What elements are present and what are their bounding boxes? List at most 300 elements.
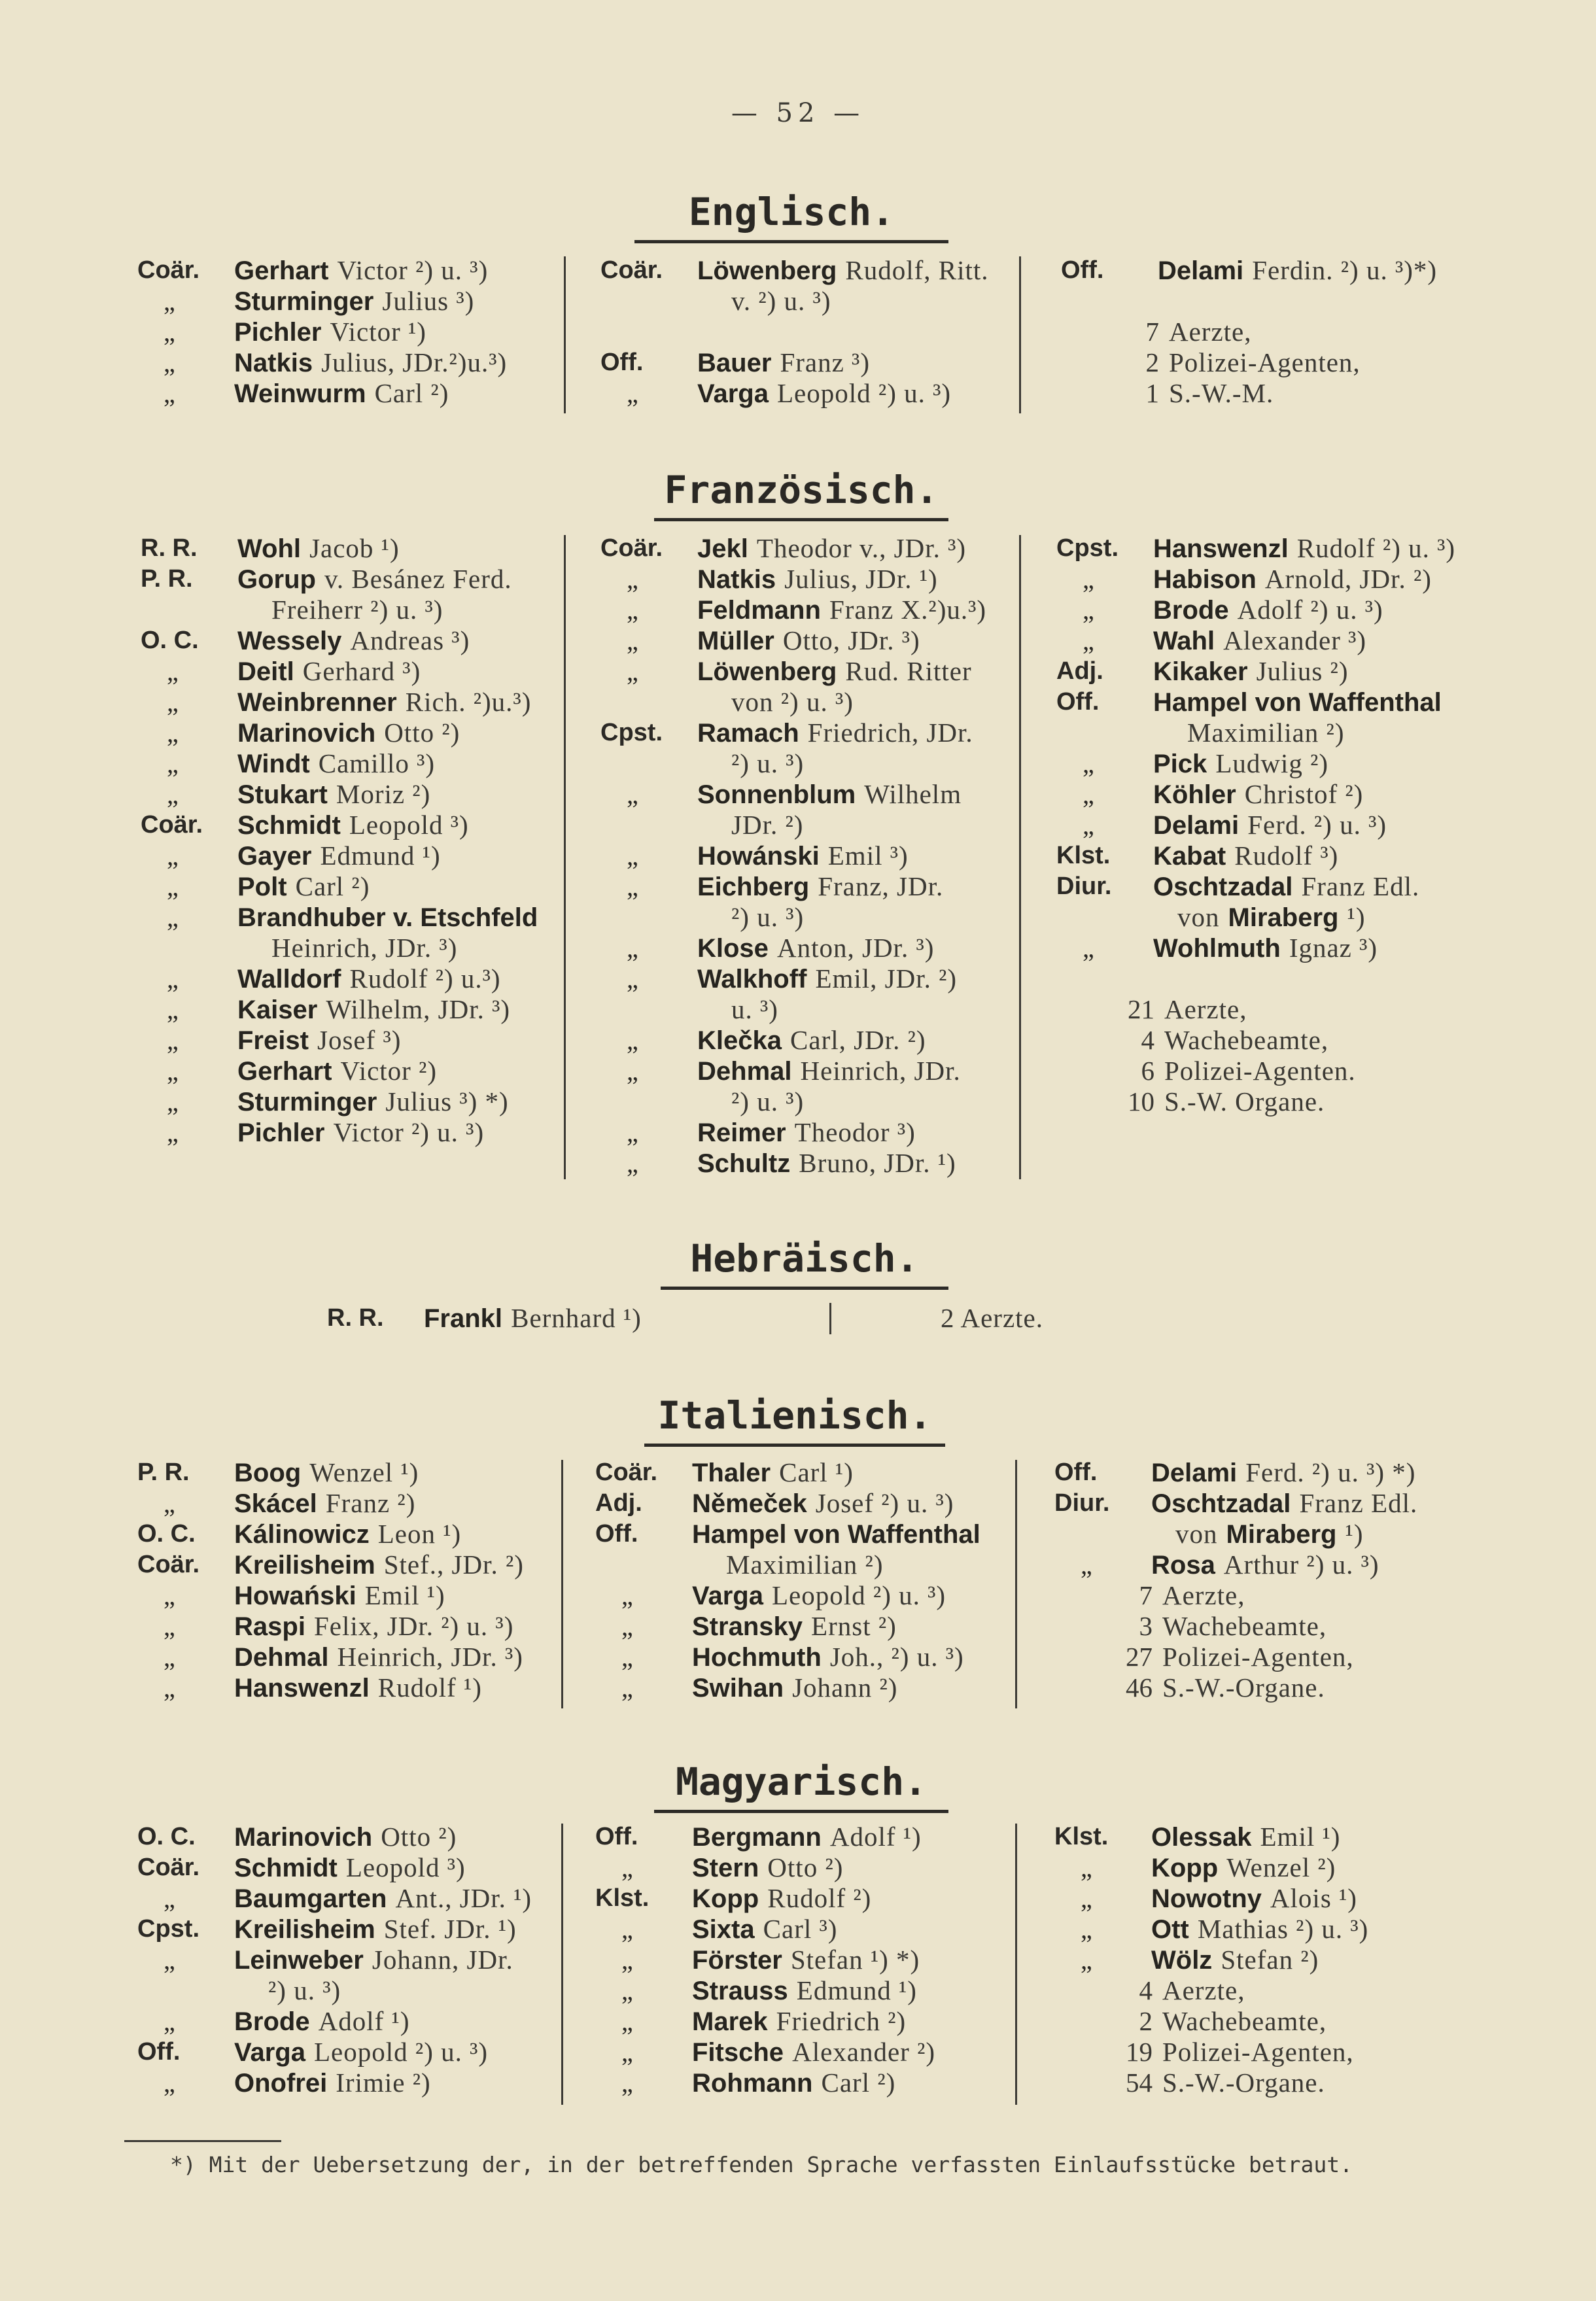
list-item [141, 656, 559, 687]
page-number: — 52 — [731, 98, 865, 128]
given-name: Moriz ²) [336, 779, 431, 809]
list-item [141, 963, 559, 994]
list-item [137, 1488, 556, 1519]
list-item [600, 625, 1019, 656]
list-item [1056, 595, 1527, 625]
column [595, 1457, 1014, 1703]
ditto-mark: „ [164, 1581, 175, 1610]
surname: Frankl [424, 1304, 503, 1333]
given-name: Ernst ²) [811, 1611, 897, 1641]
surname: Polt [237, 873, 287, 901]
list-item [595, 2037, 1014, 2067]
surname: Fitsche [692, 2038, 784, 2067]
column [141, 533, 559, 1148]
column [1054, 1822, 1525, 2098]
given-name: Edmund ¹) [796, 1975, 917, 2005]
given-name: Rudolf ³) [1234, 840, 1339, 871]
ditto-mark: „ [627, 564, 638, 594]
rank: Cpst. [137, 1915, 200, 1943]
list-item [1054, 1883, 1525, 1914]
list-item [1056, 1086, 1527, 1117]
surname: Kabat [1153, 842, 1226, 871]
surname: Hanswenzl [234, 1674, 370, 1703]
surname: Natkis [234, 349, 313, 377]
list-item [1056, 963, 1527, 994]
given-name: Josef ³) [317, 1025, 402, 1055]
ditto-mark: „ [164, 317, 175, 347]
given-name: Rudolf ¹) [377, 1672, 482, 1703]
given-name: Otto ²) [384, 718, 460, 748]
rank: Coär. [137, 256, 200, 284]
given-name: Emil, JDr. ²) [815, 963, 958, 994]
section-title: Englisch. [688, 190, 895, 234]
list-item [137, 378, 556, 409]
list-item [137, 2037, 556, 2067]
given-name: Franz ³) [780, 347, 870, 377]
given-name: Carl ²) [374, 378, 449, 408]
count-label: Polizei-Agenten, [1162, 1642, 1354, 1672]
surname: Stern [692, 1854, 759, 1882]
list-item [595, 1642, 1014, 1672]
ditto-mark: „ [621, 2007, 633, 2036]
given-name: Carl, JDr. ²) [790, 1025, 926, 1055]
list-item [1061, 347, 1519, 378]
list-item [1054, 2037, 1525, 2067]
column-divider [561, 1460, 563, 1708]
rank: Off. [1054, 1459, 1098, 1486]
ditto-mark: „ [1081, 1853, 1092, 1882]
given-name: ²) u. ³) [731, 748, 805, 778]
column [1054, 1457, 1525, 1703]
list-item [600, 317, 1019, 347]
list-item [1056, 810, 1527, 840]
given-name: Anton, JDr. ³) [776, 933, 935, 963]
surname: Pichler [237, 1118, 325, 1147]
list-item [141, 933, 559, 963]
given-name: Rudolf, Ritt. [845, 255, 989, 285]
ditto-mark: „ [621, 1945, 633, 1975]
list-item [141, 1056, 559, 1086]
rank: Coär. [137, 1854, 200, 1881]
list-item [595, 2006, 1014, 2037]
list-item [1056, 902, 1527, 933]
surname: Deitl [237, 657, 294, 686]
ditto-mark: „ [164, 379, 175, 408]
given-name: Franz Edl. [1299, 1488, 1418, 1518]
surname: Pick [1153, 750, 1207, 778]
footnote: *) Mit der Uebersetzung der, in der betreffenden Sprache verfassten Einlaufsstücke betraut. [170, 2152, 1353, 2177]
surname: Schmidt [234, 1854, 338, 1882]
list-item [1054, 2006, 1525, 2037]
list-item [137, 1852, 556, 1883]
given-name: Ignaz ³) [1289, 933, 1378, 963]
count-number: 3 [1139, 1611, 1153, 1641]
footnote-ref: ¹) [1345, 1519, 1364, 1549]
list-item [1054, 1580, 1525, 1611]
given-name: Franz ²) [325, 1488, 416, 1518]
count-label: Wachebeamte, [1162, 2006, 1327, 2036]
surname: Pichler [234, 318, 322, 347]
given-name: Carl ¹) [779, 1457, 854, 1487]
count-number: 2 [1139, 2006, 1153, 2036]
ditto-mark: „ [1081, 1945, 1092, 1975]
list-item [1056, 748, 1527, 779]
list-item [600, 963, 1019, 994]
given-name: Mathias ²) u. ³) [1197, 1914, 1369, 1944]
given-name: Leopold ²) u. ³) [314, 2037, 489, 2067]
column-divider [1015, 1460, 1017, 1708]
given-name: Josef ²) u. ³) [815, 1488, 954, 1518]
ditto-mark: „ [164, 1612, 175, 1641]
given-name: Heinrich, JDr. ³) [271, 933, 458, 963]
surname: Wölz [1151, 1946, 1213, 1975]
list-item [137, 1611, 556, 1642]
staff-count [941, 1303, 1043, 1334]
count-number: 4 [1139, 1975, 1153, 2005]
surname: Löwenberg [697, 256, 837, 285]
ditto-mark: „ [627, 595, 638, 625]
surname: Stransky [692, 1612, 803, 1641]
surname: Sturminger [234, 287, 374, 316]
ditto-mark: „ [621, 1976, 633, 2005]
given-name: Edmund ¹) [320, 840, 441, 871]
surname: Brandhuber v. Etschfeld [237, 903, 538, 932]
rank: Adj. [595, 1489, 642, 1517]
list-item [1054, 1945, 1525, 1975]
count-label: Wachebeamte, [1164, 1025, 1329, 1055]
surname: Hochmuth [692, 1643, 822, 1672]
given-name: Jacob ¹) [309, 533, 400, 563]
list-item [137, 1914, 556, 1945]
ditto-mark: „ [627, 1149, 638, 1178]
ditto-mark: „ [167, 903, 179, 932]
count-label: S.-W. Organe. [1164, 1086, 1325, 1116]
given-name: Rudolf ²) u. ³) [1296, 533, 1456, 563]
list-item [600, 1117, 1019, 1148]
surname: Rohmann [692, 2069, 813, 2098]
ditto-mark: „ [627, 780, 638, 809]
given-name: Maximilian ²) [1187, 718, 1345, 748]
ditto-mark: „ [621, 1673, 633, 1703]
rank: R. R. [141, 534, 198, 562]
column [1056, 533, 1527, 1117]
given-name: Victor ²) [340, 1056, 438, 1086]
given-name: Bruno, JDr. ¹) [799, 1148, 956, 1178]
ditto-mark: „ [1083, 564, 1094, 594]
surname: Köhler [1153, 780, 1236, 809]
surname: Gayer [237, 842, 312, 871]
count-number: 46 [1126, 1672, 1153, 1703]
list-item [600, 347, 1019, 378]
rank: Cpst. [600, 719, 663, 746]
ditto-mark: „ [167, 872, 179, 901]
list-item [595, 1975, 1014, 2006]
list-item [595, 1945, 1014, 1975]
given-name: Franz Edl. [1301, 871, 1420, 901]
list-item [1061, 255, 1519, 286]
surname: Freist [237, 1026, 309, 1055]
count-label: Aerzte, [1164, 994, 1247, 1024]
given-name: Stef., JDr. ²) [383, 1549, 524, 1580]
list-item [1054, 2067, 1525, 2098]
list-item [1056, 564, 1527, 595]
ditto-mark: „ [627, 872, 638, 901]
ditto-mark: „ [164, 286, 175, 316]
surname: Sturminger [237, 1088, 377, 1116]
list-item [141, 810, 559, 840]
list-item [595, 1611, 1014, 1642]
ditto-mark: „ [164, 1642, 175, 1672]
rank: O. C. [141, 627, 199, 654]
surname: Leinweber [234, 1946, 364, 1975]
list-item [600, 1056, 1019, 1086]
ditto-mark: „ [167, 964, 179, 994]
list-item [137, 1580, 556, 1611]
section-heading-franzoesisch [654, 468, 948, 512]
given-name: Wilhelm [864, 779, 962, 809]
given-name: Franz X.²)u.³) [829, 595, 987, 625]
list-item [600, 1148, 1019, 1179]
list-item [137, 1672, 556, 1703]
rank: Klst. [1056, 842, 1111, 869]
ditto-mark: „ [627, 657, 638, 686]
section-heading-italienisch [644, 1393, 945, 1438]
count-label: Polizei-Agenten, [1162, 2037, 1354, 2067]
column [137, 1457, 556, 1703]
column-divider [564, 535, 566, 1179]
column [600, 255, 1019, 409]
given-name: Stefan ¹) *) [790, 1945, 920, 1975]
ditto-mark: „ [627, 379, 638, 408]
surname: Gorup [237, 565, 316, 594]
list-item [1056, 718, 1527, 748]
ditto-mark: „ [167, 841, 179, 871]
surname: Baumgarten [234, 1884, 387, 1913]
surname: Thaler [692, 1459, 771, 1487]
surname: Weinbrenner [237, 688, 397, 717]
list-item [141, 1086, 559, 1117]
surname: Skácel [234, 1489, 317, 1518]
list-item [137, 1457, 556, 1488]
count-number: 10 [1128, 1086, 1154, 1116]
surname: Hampel von Waffenthal [692, 1520, 980, 1549]
ditto-mark: „ [621, 2037, 633, 2067]
given-name: Emil ³) [827, 840, 909, 871]
ditto-mark: „ [164, 1489, 175, 1518]
given-name: Rudolf ²) u.³) [349, 963, 501, 994]
surname: Kopp [692, 1884, 759, 1913]
surname: Jekl [697, 534, 748, 563]
given-name: Joh., ²) u. ³) [829, 1642, 964, 1672]
list-item [141, 871, 559, 902]
list-item [600, 378, 1019, 409]
count-label: Aerzte, [1169, 317, 1252, 347]
list-item [327, 1303, 693, 1334]
given-name: Julius ³) [382, 286, 475, 316]
given-name: Carl ³) [763, 1914, 838, 1944]
given-name: Friedrich ²) [776, 2006, 907, 2036]
ditto-mark: „ [167, 749, 179, 778]
surname: Marinovich [237, 719, 376, 748]
section-heading-englisch [634, 190, 948, 234]
surname: Strauss [692, 1977, 788, 2005]
surname: Varga [692, 1582, 763, 1610]
given-name: Wenzel ²) [1226, 1852, 1336, 1882]
count-label: Polizei-Agenten, [1169, 347, 1361, 377]
ditto-mark: „ [164, 348, 175, 377]
ditto-mark: „ [164, 2068, 175, 2098]
surname: Schultz [697, 1149, 791, 1178]
ditto-mark: „ [627, 1026, 638, 1055]
ditto-mark: „ [164, 1945, 175, 1975]
given-name: Leopold ³) [345, 1852, 466, 1882]
ditto-mark: „ [1083, 595, 1094, 625]
given-name: Theodor ³) [794, 1117, 916, 1147]
list-item [141, 902, 559, 933]
list-item [141, 718, 559, 748]
column-divider [561, 1824, 563, 2105]
ditto-mark: „ [621, 1853, 633, 1882]
ditto-mark: „ [627, 964, 638, 994]
list-item [141, 564, 559, 595]
list-item [600, 286, 1019, 317]
ditto-mark: „ [1083, 810, 1094, 840]
list-item [137, 1642, 556, 1672]
ditto-mark: „ [167, 1026, 179, 1055]
rank: O. C. [137, 1823, 196, 1850]
surname: Ott [1151, 1915, 1189, 1944]
given-name: Ludwig ²) [1215, 748, 1329, 778]
list-item [595, 1519, 1014, 1549]
given-name: Felix, JDr. ²) u. ³) [313, 1611, 514, 1641]
rank: Coär. [595, 1459, 658, 1486]
surname: Nowotny [1151, 1884, 1262, 1913]
rank: P. R. [141, 565, 193, 593]
rank: Klst. [1054, 1823, 1109, 1850]
list-item [141, 533, 559, 564]
surname: Walldorf [237, 965, 341, 994]
surname: Eichberg [697, 873, 810, 901]
count-label: Polizei-Agenten. [1164, 1056, 1356, 1086]
count-label: S.-W.-Organe. [1162, 2067, 1325, 2098]
list-item [1056, 1056, 1527, 1086]
list-item [1056, 994, 1527, 1025]
count-number: 4 [1141, 1025, 1154, 1055]
surname: Kreilisheim [234, 1551, 375, 1580]
surname: Němeček [692, 1489, 807, 1518]
surname: Marek [692, 2007, 768, 2036]
list-item [600, 255, 1019, 286]
list-item [141, 840, 559, 871]
list-item [1056, 779, 1527, 810]
ditto-mark: „ [627, 933, 638, 963]
list-item [600, 810, 1019, 840]
list-item [600, 933, 1019, 963]
given-name: Maximilian ²) [726, 1549, 884, 1580]
surname: Löwenberg [697, 657, 837, 686]
surname: Dehmal [697, 1057, 792, 1086]
surname: Miraberg [1228, 903, 1339, 932]
list-item [595, 2067, 1014, 2098]
count-number: 19 [1126, 2037, 1153, 2067]
list-item [1056, 687, 1527, 718]
column [600, 533, 1019, 1179]
list-item [600, 595, 1019, 625]
given-name: Emil ¹) [1260, 1822, 1341, 1852]
rank: P. R. [137, 1459, 190, 1486]
column-divider [1019, 256, 1021, 413]
list-item [595, 1883, 1014, 1914]
list-item [141, 595, 559, 625]
given-name: Adolf ¹) [829, 1822, 922, 1852]
given-name: Stefan ²) [1221, 1945, 1319, 1975]
rank: Adj. [1056, 657, 1103, 685]
given-name: Julius ²) [1256, 656, 1349, 686]
surname: Gerhart [237, 1057, 332, 1086]
list-item [600, 779, 1019, 810]
surname: Raspi [234, 1612, 305, 1641]
surname: Bauer [697, 349, 772, 377]
rank: Off. [595, 1823, 638, 1850]
list-item [141, 994, 559, 1025]
section-heading-hebraeisch [661, 1236, 948, 1281]
list-item [141, 779, 559, 810]
surname: Onofrei [234, 2069, 328, 2098]
given-name: Victor ²) u. ³) [333, 1117, 485, 1147]
surname: Sixta [692, 1915, 755, 1944]
ditto-mark: „ [1083, 933, 1094, 963]
surname: Olessak [1151, 1823, 1252, 1852]
list-item [137, 347, 556, 378]
given-name: Julius ³) *) [385, 1086, 509, 1116]
ditto-mark: „ [621, 1612, 633, 1641]
given-name: Franz, JDr. [818, 871, 944, 901]
list-item [595, 1457, 1014, 1488]
list-item [600, 902, 1019, 933]
count-number: 6 [1141, 1056, 1154, 1086]
surname: Dehmal [234, 1643, 329, 1672]
ditto-mark: „ [167, 687, 179, 717]
given-name: Leopold ²) u. ³) [777, 378, 952, 408]
given-name: Camillo ³) [318, 748, 436, 778]
surname: Varga [697, 379, 769, 408]
list-item [137, 1975, 556, 2006]
given-name: Bernhard ¹) [511, 1303, 642, 1333]
surname: Reimer [697, 1118, 786, 1147]
given-name: Rich. ²)u.³) [405, 687, 532, 717]
column-divider [829, 1303, 831, 1334]
given-name: Johann ²) [792, 1672, 898, 1703]
list-item [1054, 1975, 1525, 2006]
surname: Klose [697, 934, 769, 963]
given-name: Adolf ¹) [318, 2006, 410, 2036]
surname: Weinwurm [234, 379, 366, 408]
count-number: 2 [1145, 347, 1159, 377]
column-divider [564, 256, 566, 413]
surname: Walkhoff [697, 965, 807, 994]
given-name: Julius, JDr.²)u.³) [321, 347, 508, 377]
surname: Wohlmuth [1153, 934, 1281, 963]
section-title: Magyarisch. [675, 1759, 928, 1804]
given-name: Alexander ²) [792, 2037, 936, 2067]
list-item [137, 1549, 556, 1580]
ditto-mark: „ [627, 1056, 638, 1086]
given-name: v. Besánez Ferd. [324, 564, 512, 594]
surname: Boog [234, 1459, 302, 1487]
column [137, 255, 556, 409]
ditto-mark: „ [627, 1118, 638, 1147]
given-name: Otto ²) [767, 1852, 844, 1882]
